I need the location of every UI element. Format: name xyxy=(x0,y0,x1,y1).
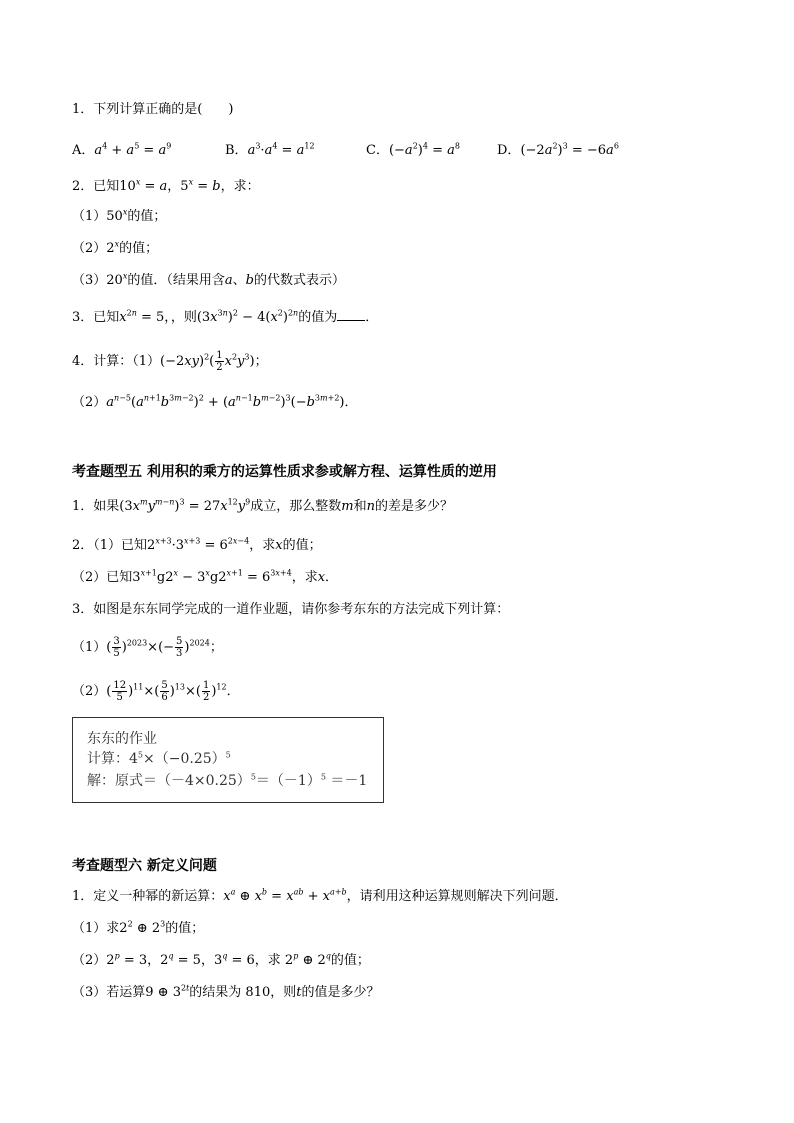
section6-heading: 考查题型六 新定义问题 xyxy=(72,858,217,874)
q1-option-b: B．$a^3\cdot a^4 = a^{12}$ xyxy=(225,141,315,158)
q1-option-a: A．$a^4 + a^5 = a^9$ xyxy=(72,141,172,158)
homework-calc: 计算：$4^5\times(-0.25)^5$ xyxy=(87,750,231,767)
q1-stem: 1．下列计算正确的是( ) xyxy=(72,102,234,117)
homework-title: 东东的作业 xyxy=(87,731,157,747)
homework-box xyxy=(72,717,384,803)
s5-q3-stem: 3．如图是东东同学完成的一道作业题，请你参考东东的方法完成下列计算： xyxy=(72,602,510,617)
q4-part1: 4．计算：$(1)(-2xy)^2$( $\frac{1}{2}$ $x^2y^3$)； xyxy=(72,350,268,373)
s5-q2-part2: （2）已知$3^{x+1}g2^x - 3^xg2^{x+1} = 6^{3x+4}$，求x． xyxy=(72,568,339,585)
s5-q1: 1．如果$(3x^my^{m-n})^3 = 27x^{12}y^9$成立，那么整数m和n的差是多少？ xyxy=(72,497,453,514)
q1-option-c: C．$(-a^2)^4 = a^8$ xyxy=(366,141,460,158)
answer-blank[interactable] xyxy=(337,308,365,321)
q3-stem: 3．已知$x^{2n} = 5$，，则$(3x^{3n})^2 - 4(x^2)^{2n}$的值为 ． xyxy=(72,308,379,325)
s6-q1-stem: 1．定义一种幂的新运算：$x^a$ ⊕ $x^b = x^{ab} + x^{a+b}$，请利用这种运算规则解决下列问题． xyxy=(72,887,568,904)
s5-q3-part2: （2）( $\frac{12}{5}$ )$^{11}$×( $\frac{5}{6}$ )$^{13}$×( $\frac{1}{2}$ )$^{12}$． xyxy=(72,680,240,703)
q2-stem: 2．已知$10^x = a$，$5^x = b$，求： xyxy=(72,177,260,194)
homework-solution: 解：原式$=(-4\times 0.25)^5=(-1)^5 =-1$ xyxy=(87,772,368,789)
q1-option-d: D．$(-2a^2)^3 = -6a^6$ xyxy=(497,141,619,158)
section5-heading: 考查题型五 利用积的乘方的运算性质求参或解方程、运算性质的逆用 xyxy=(72,464,497,480)
s6-part2: $(2)2^p = 3$，$2^q = 5$，$3^q = 6$，求 2$^p$ ⊕ 2$^q$的值； xyxy=(72,951,370,968)
s5-q3-part1: （1）( $\frac{3}{5}$ )$^{2023}$×(− $\frac{5}{3}$ )$^{2024}$； xyxy=(72,636,223,659)
q4-part2: $(2)a^{n-5}(a^{n+1}b^{3m-2})^2 + (a^{n-1}b^{m-2})^3(-b^{3m+2})$． xyxy=(72,393,358,410)
s6-part1: （1）求$2^2$ ⊕ $2^3$的值； xyxy=(72,919,205,936)
s6-part3: （3）若运算9 ⊕ $3^{2t}$的结果为 810，则t的值是多少？ xyxy=(72,983,380,1000)
q2-part1: （1）50$^x$的值； xyxy=(72,207,167,224)
q2-part3: （3）20$^x$的值．（结果用含a、b的代数式表示） xyxy=(72,271,345,288)
q2-part2: （2）2$^x$的值； xyxy=(72,239,159,256)
s5-q2-part1: 2．（1）已知$2^{x+3}\cdot 3^{x+3} = 6^{2x-4}$，求x的值； xyxy=(72,536,322,553)
